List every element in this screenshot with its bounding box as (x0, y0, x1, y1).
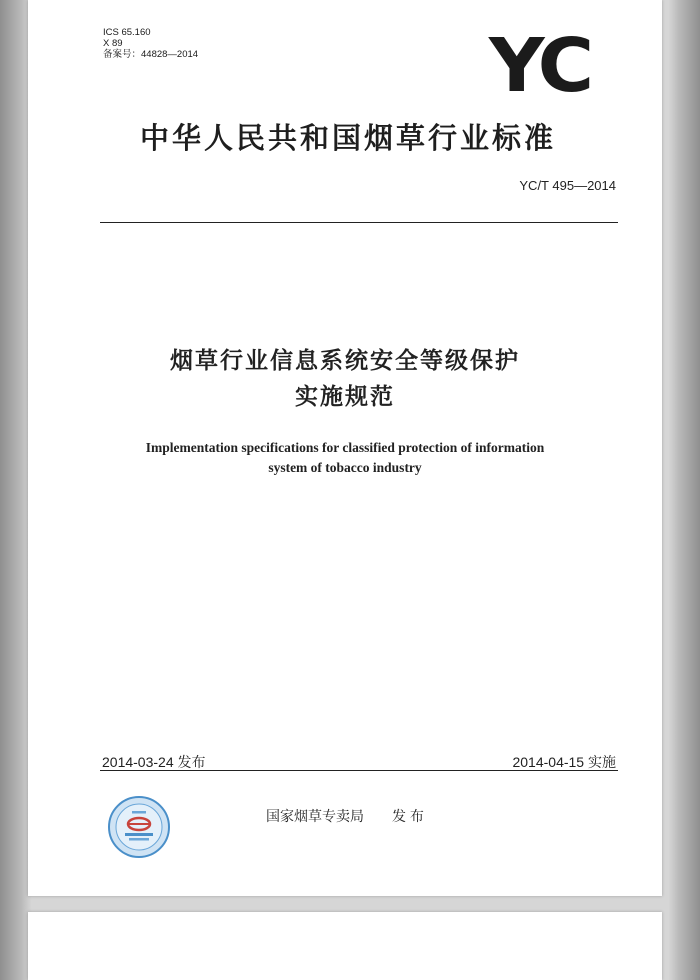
yc-logo: YC (488, 23, 590, 109)
bottom-divider (100, 770, 618, 771)
document-title-en-line2: system of tobacco industry (268, 460, 422, 475)
issue-date: 2014-03-24 发布 (102, 754, 206, 770)
issuer-name: 国家烟草专卖局 (266, 808, 364, 824)
document-title-cn-line1: 烟草行业信息系统安全等级保护 (170, 347, 520, 373)
standard-number: YC/T 495—2014 (519, 178, 616, 193)
class-code: X 89 (103, 38, 123, 49)
standard-title: 中华人民共和国烟草行业标准 (139, 123, 556, 155)
issuing-authority (266, 806, 424, 826)
document-title-cn-line2: 实施规范 (295, 383, 395, 409)
record-number: 备案号：44828—2014 (103, 49, 199, 60)
anti-counterfeit-seal-icon (108, 796, 170, 858)
next-page (28, 912, 662, 980)
ics-code: ICS 65.160 (103, 27, 151, 38)
classification-block (103, 27, 198, 60)
issuer-action: 发 布 (392, 808, 424, 824)
document-title-en-line1: Implementation specifications for classified protection of information (145, 440, 545, 455)
document-page (28, 0, 662, 896)
implementation-date: 2014-04-15 实施 (512, 754, 616, 770)
top-divider (100, 222, 618, 223)
